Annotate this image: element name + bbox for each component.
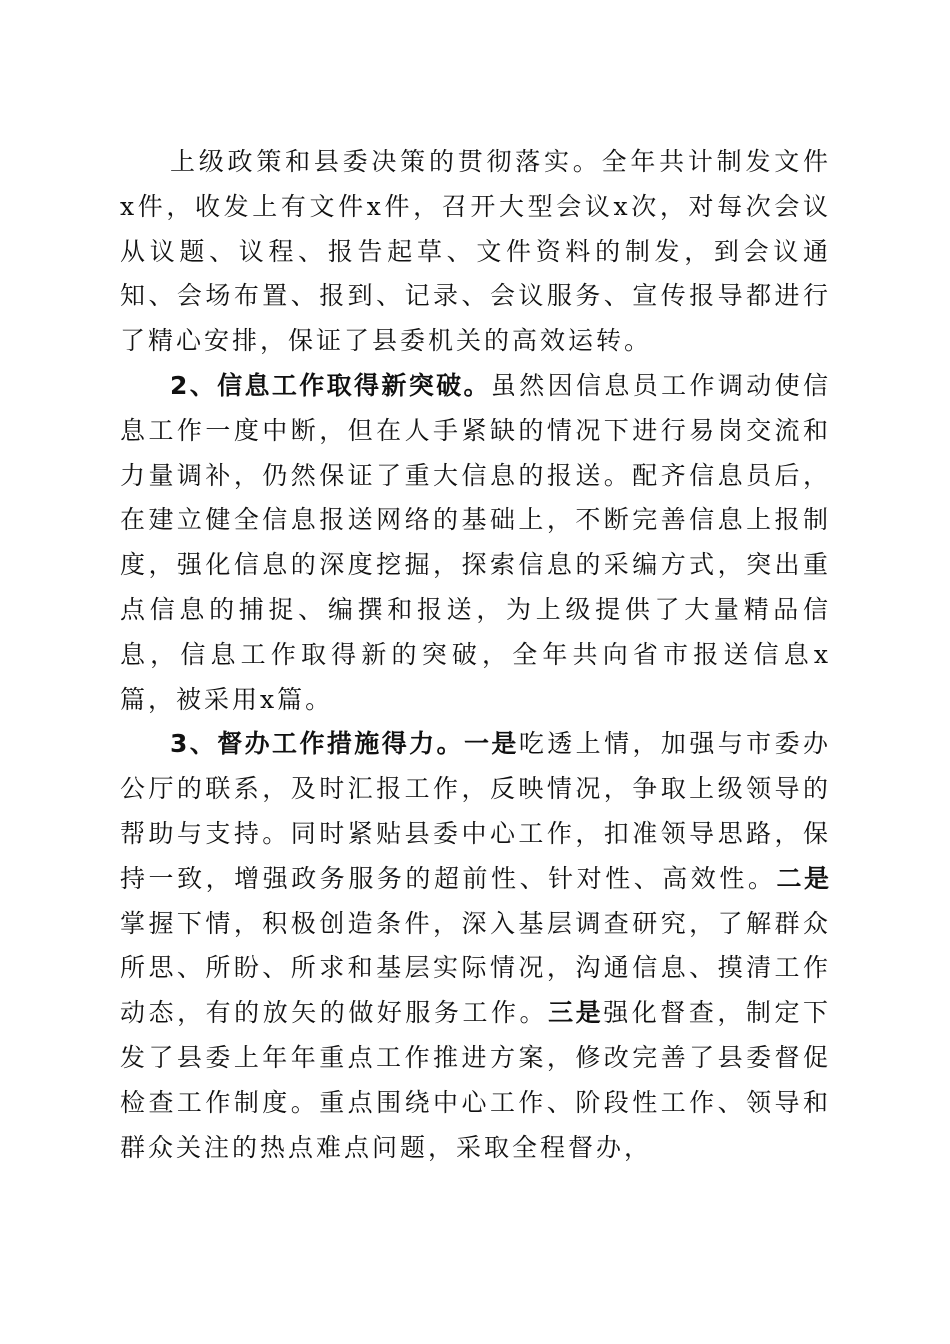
point-3-text: 强化督查，制定下发了县委上年年重点工作推进方案，修改完善了县委督促检查工作制度。重点围绕中心工作、阶段性工作、领导和群众关注的热点难点问题，采取全程督办，: [120, 998, 831, 1162]
point-3-lead: 三是: [548, 998, 604, 1028]
paragraph-3: [120, 722, 831, 1170]
point-1-lead: 一是: [463, 729, 519, 759]
paragraph-2: [120, 364, 831, 722]
point-1-text: 吃透上情，加强与市委办公厅的联系，及时汇报工作，反映情况，争取上级领导的帮助与支持。同时紧贴县委中心工作，扣准领导思路，保持一致，增强政务服务的超前性、针对性、高效性。: [120, 729, 831, 893]
paragraph-2-text: 虽然因信息员工作调动使信息工作一度中断，但在人手紧缺的情况下进行易岗交流和力量调补，仍然保证了重大信息的报送。配齐信息员后，在建立健全信息报送网络的基础上，不断完善信息上报制度，强化信息的深度挖掘，探索信息的采编方式，突出重点信息的捕捉、编撰和报送，为上级提供了大量精品信息，信息工作取得新的突破，全年共向省市报送信息x篇，被采用x篇。: [120, 370, 831, 714]
section-2-heading: 2、信息工作取得新突破。: [170, 370, 491, 400]
point-2-text: 掌握下情，积极创造条件，深入基层调查研究，了解群众所思、所盼、所求和基层实际情况，沟通信息、摸清工作动态，有的放矢的做好服务工作。: [120, 908, 831, 1028]
paragraph-1: [120, 140, 831, 364]
paragraph-1-text: 上级政策和县委决策的贯彻落实。全年共计制发文件x件，收发上有文件x件，召开大型会议x次，对每次会议从议题、议程、报告起草、文件资料的制发，到会议通知、会场布置、报到、记录、会议服务、宣传报导都进行了精心安排，保证了县委机关的高效运转。: [120, 147, 831, 356]
section-3-heading: 3、督办工作措施得力。: [170, 729, 464, 759]
document-page: [120, 140, 831, 1170]
point-2-lead: 二是: [776, 863, 831, 893]
